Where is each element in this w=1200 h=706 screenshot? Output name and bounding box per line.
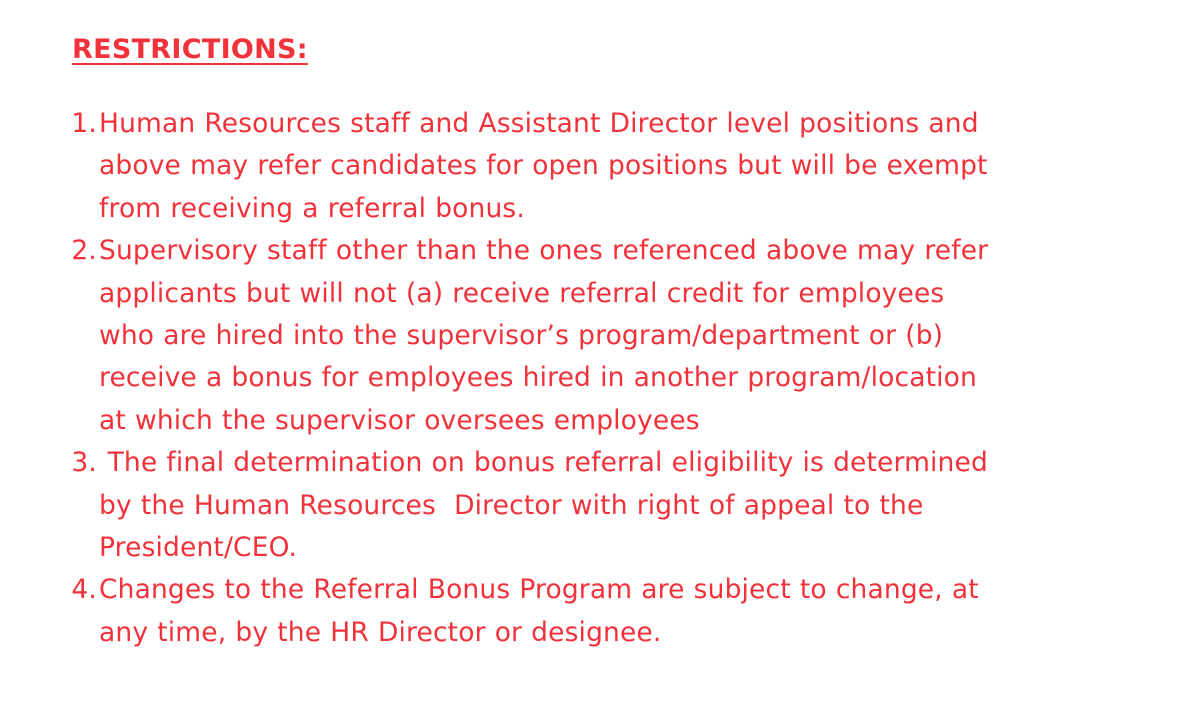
restriction-number: 3. xyxy=(71,447,97,479)
restriction-line: receive a bonus for employees hired in another program/location xyxy=(99,362,977,394)
restriction-line: at which the supervisor oversees employees xyxy=(99,404,700,436)
restriction-line: any time, by the HR Director or designee. xyxy=(99,616,662,648)
restriction-line: above may refer candidates for open positions but will be exempt xyxy=(99,150,988,182)
restriction-line: Changes to the Referral Bonus Program are subject to change, at xyxy=(99,574,979,606)
restriction-line: Human Resources staff and Assistant Director level positions and xyxy=(99,108,979,139)
restriction-line: Supervisory staff other than the ones referenced above may refer xyxy=(99,235,989,267)
restriction-line: by the Human Resources Director with right of appeal to the xyxy=(99,489,924,521)
restrictions-heading: RESTRICTIONS: xyxy=(72,34,308,65)
restriction-item xyxy=(0,442,1174,569)
restriction-line: President/CEO. xyxy=(99,532,298,564)
restriction-number: 4. xyxy=(71,574,97,606)
restriction-item xyxy=(0,569,1174,654)
restriction-line: from receiving a referral bonus. xyxy=(99,192,525,224)
restriction-item xyxy=(0,230,1174,442)
restrictions-list xyxy=(0,103,1174,654)
restriction-number: 1. xyxy=(71,108,97,139)
restriction-line: who are hired into the supervisor’s program/department or (b) xyxy=(99,320,944,352)
restriction-number: 2. xyxy=(71,235,97,267)
restriction-item xyxy=(0,103,1174,230)
restriction-line: The final determination on bonus referral eligibility is determined xyxy=(99,447,988,479)
restriction-line: applicants but will not (a) receive referral credit for employees xyxy=(99,277,945,309)
